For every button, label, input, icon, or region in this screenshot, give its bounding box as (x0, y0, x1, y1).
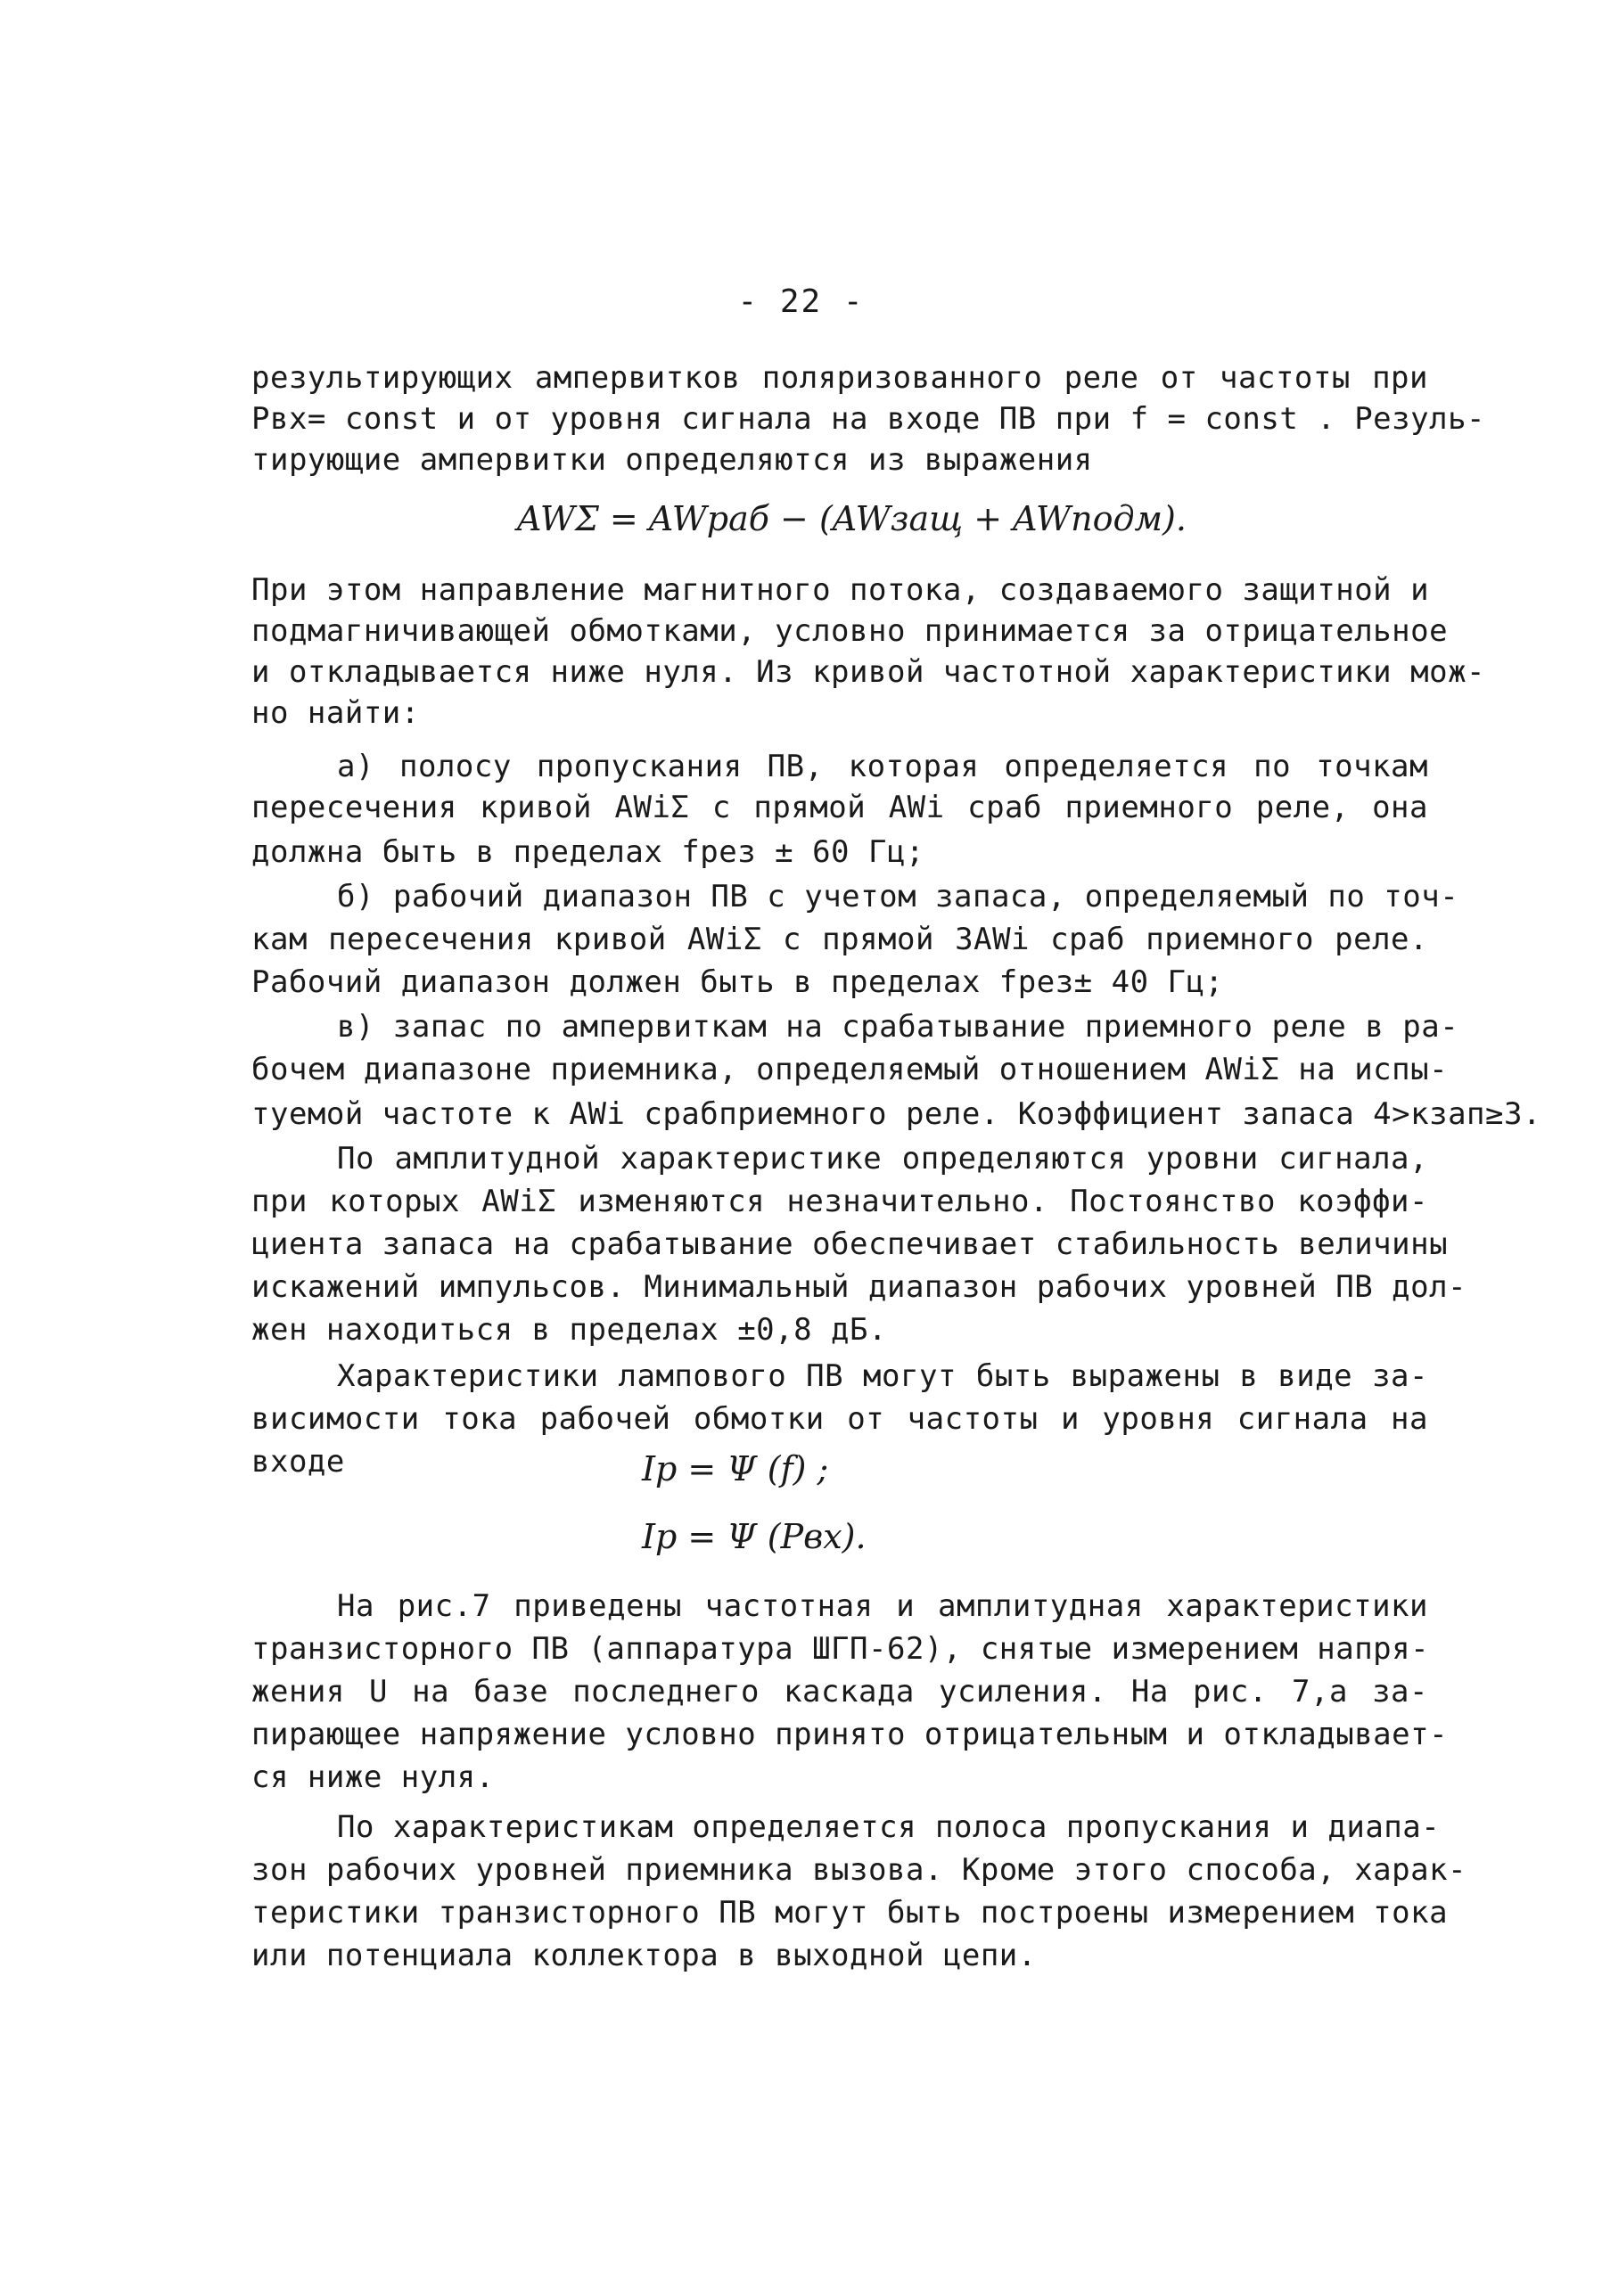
list-item-v: в) запас по ампервиткам на срабатывание приемного реле в ра- (337, 1009, 1459, 1045)
text-line: кам пересечения кривой AWiΣ с прямой 3AWi сраб приемного реле. (251, 922, 1428, 957)
formula-current-level: Iр = Ψ (Рвх). (642, 1517, 867, 1556)
text-line: или потенциала коллектора в выходной цепи. (251, 1938, 1037, 1973)
text-line: бочем диапазоне приемника, определяемый отношением AWiΣ на испы- (251, 1052, 1449, 1087)
text-line: и откладывается ниже нуля. Из кривой частотной характеристики мож- (251, 654, 1486, 690)
text-line: По амплитудной характеристике определяются уровни сигнала, (337, 1141, 1428, 1177)
text-line: зон рабочих уровней приемника вызова. Кроме этого способа, харак- (251, 1852, 1467, 1888)
formula-ampere-turns: AWΣ = AWраб − (AWзащ + AWподм). (517, 499, 1187, 538)
text-line: искажений импульсов. Минимальный диапазон рабочих уровней ПВ дол- (251, 1269, 1467, 1305)
list-item-a: а) полосу пропускания ПВ, которая определяется по точкам (337, 749, 1428, 784)
text-line: циента запаса на срабатывание обеспечивает стабильность величины (251, 1226, 1449, 1262)
text-line: тирующие ампервитки определяются из выражения (251, 442, 1093, 478)
text-line: но найти: (251, 695, 420, 731)
text-line: На рис.7 приведены частотная и амплитудная характеристики (337, 1588, 1428, 1624)
text-line: транзисторного ПВ (аппаратура ШГП-62), снятые измерением напря- (251, 1631, 1430, 1667)
text-line: теристики транзисторного ПВ могут быть построены измерением тока (251, 1895, 1449, 1931)
formula-current-frequency: Iр = Ψ (f) ; (642, 1449, 829, 1488)
text-line: туемой частоте к AWi срабприемного реле. Коэффициент запаса 4>кзап≥3. (251, 1096, 1541, 1132)
text-line: жения U на базе последнего каскада усиления. На рис. 7,a за- (251, 1674, 1428, 1710)
list-item-b: б) рабочий диапазон ПВ с учетом запаса, определяемый по точ- (337, 879, 1459, 914)
text-line: входе (251, 1444, 345, 1480)
text-line: висимости тока рабочей обмотки от частоты и уровня сигнала на (251, 1401, 1428, 1437)
text-line: должна быть в пределах fрез ± 60 Гц; (251, 834, 924, 870)
text-line: жен находиться в пределах ±0,8 дБ. (251, 1312, 887, 1348)
text-line: пересечения кривой AWiΣ с прямой AWi сраб приемного реле, она (251, 790, 1428, 825)
text-line: Рабочий диапазон должен быть в пределах fрез± 40 Гц; (251, 964, 1224, 1000)
text-line: По характеристикам определяется полоса пропускания и диапа- (337, 1809, 1441, 1845)
text-line: результирующих ампервитков поляризованного реле от частоты при (251, 360, 1428, 396)
text-line: Характеристики лампового ПВ могут быть выражены в виде за- (337, 1358, 1428, 1394)
text-line: ся ниже нуля. (251, 1759, 495, 1795)
text-line: подмагничивающей обмотками, условно принимается за отрицательное (251, 613, 1449, 649)
page-number: - 22 - (737, 283, 865, 320)
text-line: пирающее напряжение условно принято отрицательным и откладывает- (251, 1717, 1449, 1752)
text-line: при которых AWiΣ изменяются незначительно. Постоянство коэффи- (251, 1184, 1428, 1219)
text-line: Рвх= const и от уровня сигнала на входе ПВ при f = const . Резуль- (251, 401, 1486, 437)
text-line: При этом направление магнитного потока, создаваемого защитной и (251, 572, 1430, 608)
